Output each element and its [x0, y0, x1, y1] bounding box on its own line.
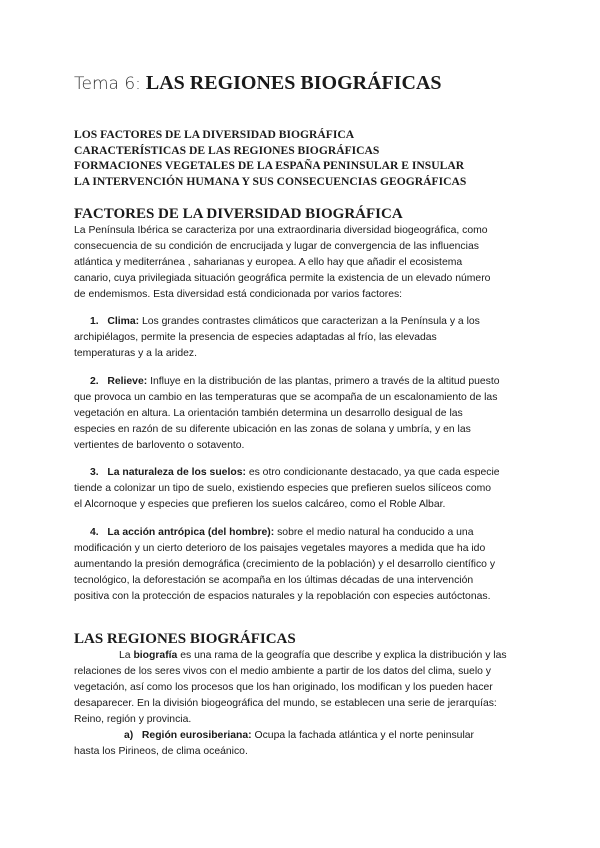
text-line: vegetación en altura. La orientación también determina un desarrollo desigual de las [74, 408, 463, 419]
toc-item: LOS FACTORES DE LA DIVERSIDAD BIOGRÁFICA [74, 128, 355, 141]
text-line: que provoca un cambio en las temperaturas que se acompaña de un escalonamiento de las [74, 392, 498, 403]
text-line: vegetación, así como los procesos que los han originado, los modifican y los pueden hacer [74, 682, 493, 693]
item-text: es otro condicionante destacado, ya que cada especie [245, 467, 500, 478]
section2-intro [74, 648, 534, 728]
table-of-contents [74, 127, 466, 189]
item-label: La naturaleza de los suelos: [107, 467, 246, 478]
item-label: Clima: [107, 316, 140, 327]
section-heading-regiones: LAS REGIONES BIOGRÁFICAS [74, 631, 296, 647]
item-number: 3. [90, 467, 99, 478]
section1-intro [74, 223, 534, 303]
topic-title: LAS REGIONES BIOGRÁFICAS [145, 72, 442, 94]
intro-term: biografía [133, 650, 178, 661]
text-line: especies en razón de su diferente ubicación en las zonas de solana y umbría, y en las [74, 424, 471, 435]
item-number: 4. [90, 527, 99, 538]
factor-item-relieve [74, 374, 534, 454]
intro-text: es una rama de la geografía que describe y explica la distribución y las [177, 650, 507, 661]
text-line: modificación y un cierto deterioro de los paisajes vegetales mayores a medida que ha ido [74, 543, 486, 554]
page-title [74, 72, 442, 95]
item-number: 1. [90, 316, 99, 327]
text-line: tecnológico, la deforestación se acompaña en los últimas décadas de una intervención [74, 575, 474, 586]
intro-prefix: La [119, 650, 134, 661]
toc-item: CARACTERÍSTICAS DE LAS REGIONES BIOGRÁFICAS [74, 143, 380, 157]
text-line: canario, cuya privilegiada situación geográfica permite la existencia de un elevado número [74, 273, 491, 284]
toc-item: FORMACIONES VEGETALES DE LA ESPAÑA PENINSULAR E INSULAR [74, 159, 465, 172]
item-label: Región eurosiberiana: [141, 730, 252, 741]
toc-item: LA INTERVENCIÓN HUMANA Y SUS CONSECUENCIAS GEOGRÁFICAS [74, 174, 467, 188]
text-line: vertientes de barlovento o sotavento. [74, 440, 245, 451]
item-letter: a) [124, 730, 134, 741]
item-label: La acción antrópica (del hombre): [107, 527, 275, 538]
factor-item-accion-antropica [74, 525, 534, 605]
item-label: Relieve: [107, 376, 148, 387]
item-text: sobre el medio natural ha conducido a una [274, 527, 474, 538]
factor-item-clima [74, 314, 534, 362]
factor-item-suelos [74, 465, 534, 513]
text-line: el Alcornoque y especies que prefieren los suelos calcáreo, como el Roble Albar. [74, 499, 446, 510]
section-heading-factores: FACTORES DE LA DIVERSIDAD BIOGRÁFICA [74, 206, 403, 222]
text-line: hasta los Pirineos, de clima oceánico. [74, 746, 248, 757]
text-line: positiva con la protección de espacios naturales y la repoblación con especies autóctonas. [74, 591, 491, 602]
text-line: atlántica y mediterránea , saharianas y europea. A ello hay que añadir el ecosistema [74, 257, 463, 268]
text-line: de endemismos. Esta diversidad está condicionada por varios factores: [74, 289, 403, 300]
item-text: Influye en la distribución de las plantas, primero a través de la altitud puesto [147, 376, 500, 387]
text-line: La Península Ibérica se caracteriza por una extraordinaria diversidad biogeográfica, como [74, 225, 488, 236]
topic-number: Tema 6: [74, 74, 141, 94]
text-line: consecuencia de su condición de encrucijada y lugar de convergencia de las influencias [74, 241, 479, 252]
text-line: archipiélagos, permite la presencia de especies adaptadas al frío, las elevadas [74, 332, 437, 343]
region-item-eurosiberiana [74, 728, 534, 760]
item-text: Ocupa la fachada atlántica y el norte peninsular [251, 730, 475, 741]
text-line: tiende a colonizar un tipo de suelo, existiendo especies que prefieren suelos silíceos como [74, 483, 492, 494]
text-line: aumentando la presión demográfica (crecimiento de la población) y el desarrollo científico y [74, 559, 496, 570]
text-line: temperaturas y a la aridez. [74, 348, 198, 359]
text-line: Reino, región y provincia. [74, 714, 192, 725]
item-number: 2. [90, 376, 99, 387]
text-line: relaciones de los seres vivos con el medio ambiente a partir de los datos del clima, suelo y [74, 666, 491, 677]
item-text: Los grandes contrastes climáticos que caracterizan a la Península y a los [139, 316, 480, 327]
text-line: desaparecer. En la división biogeográfica del mundo, se establecen una serie de jerarquías: [74, 698, 497, 709]
